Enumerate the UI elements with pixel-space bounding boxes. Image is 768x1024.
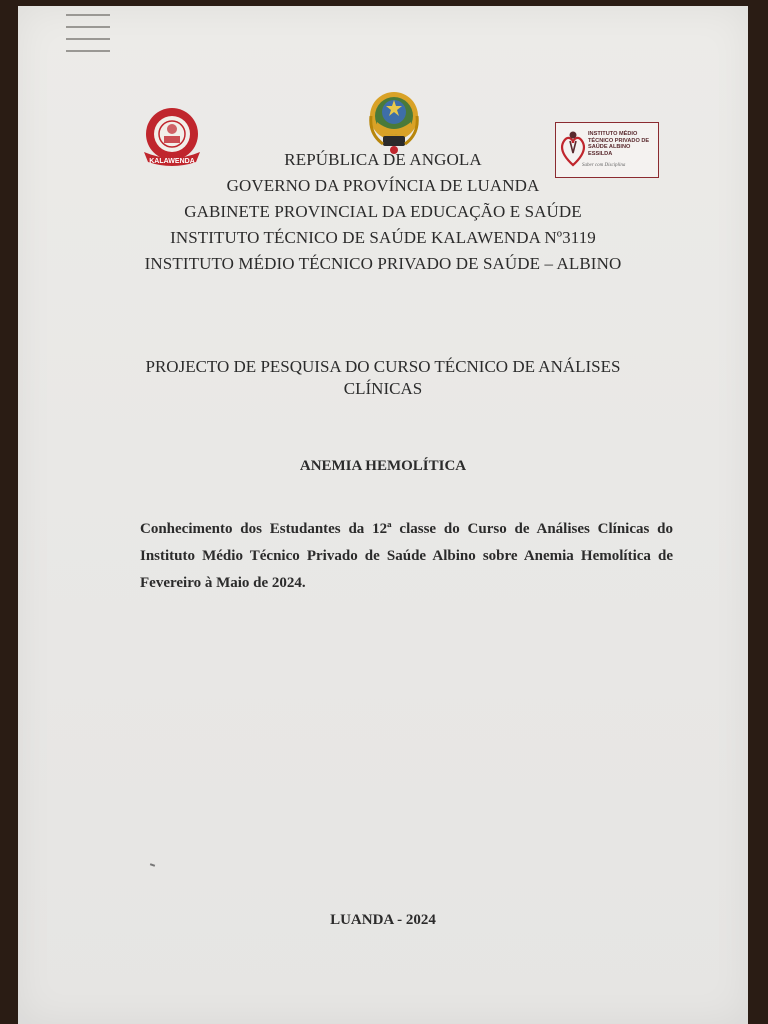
page-tab-marks: [66, 14, 110, 62]
document-header: [18, 147, 748, 277]
angola-emblem: [363, 86, 425, 156]
paper-speck: [150, 863, 155, 867]
project-title-line1: PROJECTO DE PESQUISA DO CURSO TÉCNICO DE ANÁLISES: [145, 357, 621, 376]
topic-title: ANEMIA HEMOLÍTICA: [299, 458, 467, 474]
document-page: [18, 6, 748, 1024]
header-line-cabinet: GABINETE PROVINCIAL DA EDUCAÇÃO E SAÚDE: [184, 202, 582, 221]
header-line-albino: INSTITUTO MÉDIO TÉCNICO PRIVADO DE SAÚDE – ALBINO: [144, 254, 622, 273]
albino-logo-name: INSTITUTO MÉDIO TÉCNICO PRIVADO DE SAÚDE ALBINO ESSILDA: [588, 131, 650, 157]
place-and-year: LUANDA - 2024: [330, 912, 436, 928]
project-title: [18, 356, 748, 400]
project-title-line2: CLÍNICAS: [343, 379, 423, 398]
header-line-republic: REPÚBLICA DE ANGOLA: [284, 150, 482, 169]
kalawenda-logo-text: KALAWENDA: [149, 158, 195, 165]
research-theme: Conhecimento dos Estudantes da 12ª classe do Curso de Análises Clínicas do Instituto Médio Técnico Privado de Saúde Albino sobre Anemia Hemolítica de Fevereiro à Maio de 2024.: [140, 521, 673, 591]
albino-logo-motto: Saber com Disciplina: [582, 163, 626, 168]
header-line-kalawenda: INSTITUTO TÉCNICO DE SAÚDE KALAWENDA Nº3119: [170, 228, 596, 247]
header-line-province: GOVERNO DA PROVÍNCIA DE LUANDA: [226, 176, 540, 195]
